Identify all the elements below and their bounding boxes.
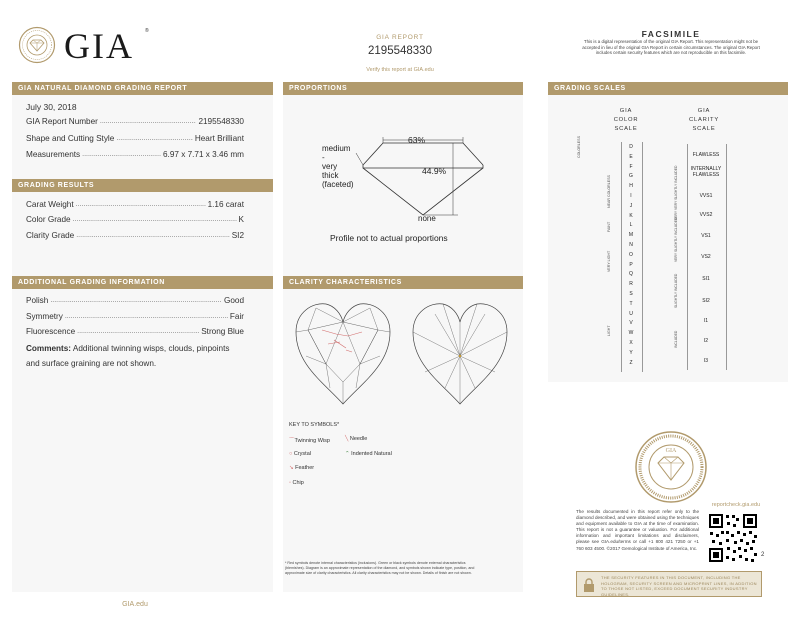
clarity-group-i: INCLUDED: [674, 330, 678, 348]
gia-seal-large-icon: [634, 430, 708, 504]
key-title: KEY TO SYMBOLS*: [289, 422, 340, 428]
color-group-near-colorless: NEAR COLORLESS: [607, 175, 611, 208]
clarity-grade-item: VVS2: [699, 212, 713, 218]
clarity-group-si: SLIGHTLY INCLUDED: [674, 273, 678, 308]
chip-icon: ◦: [289, 480, 293, 486]
footer-website[interactable]: GIA.edu: [122, 601, 148, 608]
security-box: [576, 571, 762, 597]
page-number: 2: [761, 552, 765, 558]
color-letter: X: [629, 340, 633, 346]
report-label: GIA REPORT: [376, 34, 424, 41]
color-group-very-light: VERY LIGHT: [607, 250, 611, 272]
clarity-grade-item: I2: [703, 338, 709, 344]
color-letter: W: [628, 330, 634, 337]
right-panel: [548, 82, 788, 382]
grading-scales-title: GRADING SCALES: [548, 82, 788, 95]
gia-logo-text: GIA: [64, 26, 134, 66]
proportions-diagram: [283, 95, 523, 245]
color-letter: D: [629, 144, 633, 150]
comments-line2: and surface graining are not shown.: [26, 359, 157, 368]
natural-report-title: GIA NATURAL DIAMOND GRADING REPORT: [12, 82, 273, 95]
indented-natural-icon: ⌃: [345, 451, 352, 457]
clarity-grade-item: I3: [703, 358, 709, 364]
color-letter: I: [630, 193, 632, 199]
lock-icon: [581, 577, 597, 593]
color-letter: K: [629, 212, 633, 219]
additional-title: ADDITIONAL GRADING INFORMATION: [12, 276, 273, 289]
color-letter: L: [629, 222, 633, 229]
carat-row: Carat Weight ..... 1.16 carat: [26, 200, 244, 210]
color-letter: N: [629, 242, 633, 248]
comments: [26, 341, 256, 371]
clarity-group-vs: VERY SLIGHTLY INCLUDED: [674, 217, 678, 262]
profile-note: Profile not to actual proportions: [330, 233, 448, 243]
clarity-grade-item: VS2: [701, 254, 711, 260]
color-letter: T: [629, 300, 633, 307]
color-letter: R: [629, 281, 633, 288]
color-grade-row: Color Grade ..... K: [26, 215, 244, 225]
clarity-scale-title: GIA CLARITY SCALE: [688, 108, 720, 132]
color-scale-title: GIA COLOR SCALE: [613, 108, 639, 132]
color-letter: E: [629, 153, 633, 160]
color-letter: Z: [629, 359, 633, 366]
facsimile-text: This is a digital representation of the original GIA Report. This representation might not be accepted in lieu of the original GIA Report in certain circumstances. The original GIA Report includes certain security features which are not reproducible on this facsimile.: [582, 39, 760, 56]
clarity-grade-item: VS1: [701, 233, 711, 239]
color-letter: O: [629, 251, 633, 258]
reportcheck-link[interactable]: reportcheck.gia.edu: [711, 502, 761, 508]
proportions-title: PROPORTIONS: [283, 82, 523, 95]
key-feather: ↘ Feather: [289, 465, 315, 471]
clarity-plot-crown: [288, 292, 398, 412]
facsimile-title: FACSIMILE: [641, 29, 701, 39]
key-indented-natural: ⌃ Indented Natural: [345, 451, 392, 457]
needle-icon: ╲: [345, 436, 350, 442]
color-letter: S: [629, 291, 633, 297]
shape-row: Shape and Cutting Style ..... Heart Brilliant: [26, 134, 244, 144]
color-letter: H: [629, 183, 633, 190]
symmetry-row: Symmetry ..... Fair: [26, 312, 244, 322]
color-letter: G: [629, 173, 633, 180]
color-group-light: LIGHT: [607, 325, 611, 336]
feather-icon: ↘: [289, 465, 296, 471]
verify-link[interactable]: Verify this report at GIA.edu: [366, 67, 434, 73]
clarity-footnote: * Red symbols denote internal characteristics (inclusions). Green or black symbols denote external characteristics (blemishes). Diagram is an approximate representation of the diamond, and symbols shown indicate type, position, and approximate size of clarity characteristics. All clarity characteristics may not be shown. Details of finish are not shown.: [285, 561, 475, 575]
color-letter: Y: [629, 349, 633, 356]
clarity-grade-item: FLAWLESS: [692, 152, 720, 158]
clarity-plot-pavilion: [405, 292, 515, 412]
clarity-grade-item: VVS1: [699, 193, 713, 199]
measurements-row: Measurements ..... 6.97 x 7.71 x 3.46 mm: [26, 150, 244, 160]
clarity-grade-item: SI1: [702, 276, 710, 282]
clarity-grade-item: SI2: [702, 298, 710, 304]
color-letter: M: [628, 232, 634, 239]
clarity-grade-item: INTERNALLY FLAWLESS: [690, 166, 722, 178]
key-twinning-wisp: ⌒Twinning Wisp: [289, 438, 330, 444]
clarity-title: CLARITY CHARACTERISTICS: [283, 276, 523, 289]
registered-mark: ®: [145, 28, 149, 34]
depth-percent: 44.9%: [422, 166, 447, 176]
disclaimer: The results documented in this report refer only to the diamond described, and were obtained using the techniques and equipment available to GIA at the time of examination. This report is not a guarantee or valuation. For additional information and important limitations and disclaimers, please see GIA.edu/terms or call +1 800 421 7250 or +1 760 603 4500. ©2017 Gemological Institute of America, Inc.: [576, 509, 699, 551]
polish-row: Polish ..... Good: [26, 296, 244, 306]
report-number: 2195548330: [368, 45, 432, 57]
clarity-grade-row: Clarity Grade ..... SI2: [26, 231, 244, 241]
color-letter: F: [629, 163, 633, 170]
report-date: July 30, 2018: [26, 102, 77, 112]
clarity-group-vvs: VERY VERY SLIGHTLY INCLUDED: [674, 165, 678, 220]
report-number-row: GIA Report Number ..... 2195548330: [26, 117, 244, 127]
gia-seal-icon: [18, 26, 56, 64]
crystal-icon: ○: [289, 451, 294, 457]
color-group-faint: FAINT: [607, 221, 611, 232]
grading-results-title: GRADING RESULTS: [12, 179, 273, 192]
color-letter: Q: [629, 271, 633, 278]
twinning-wisp-icon: ⌒: [289, 438, 295, 444]
color-letter: J: [629, 202, 633, 209]
color-letter: U: [629, 310, 633, 317]
fluorescence-row: Fluorescence ..... Strong Blue: [26, 327, 244, 337]
color-letter: P: [629, 261, 633, 268]
color-group-colorless: COLORLESS: [577, 136, 581, 158]
comments-label: Comments:: [26, 344, 72, 353]
security-text: THE SECURITY FEATURES IN THIS DOCUMENT, INCLUDING THE HOLOGRAM, SECURITY SCREEN AND MICROPRINT LINES, IN ADDITION TO THOSE NOT LISTED, EXCEED DOCUMENT SECURITY INDUSTRY GUIDELINES.: [601, 575, 757, 597]
clarity-grade-item: I1: [703, 318, 709, 324]
color-letter: V: [629, 320, 633, 327]
key-chip: ◦ Chip: [289, 480, 304, 486]
key-crystal: ○ Crystal: [289, 451, 311, 457]
qr-code-icon[interactable]: [707, 512, 759, 564]
comments-line1: Additional twinning wisps, clouds, pinpoints: [72, 344, 230, 353]
culet-label: none: [418, 214, 436, 223]
gia-logo: [18, 26, 158, 66]
svg-text:GIA: GIA: [665, 448, 677, 454]
table-percent: 63%: [408, 135, 426, 145]
key-needle: ╲ Needle: [345, 436, 368, 442]
girdle-label: medium - very thick (faceted): [322, 144, 354, 189]
